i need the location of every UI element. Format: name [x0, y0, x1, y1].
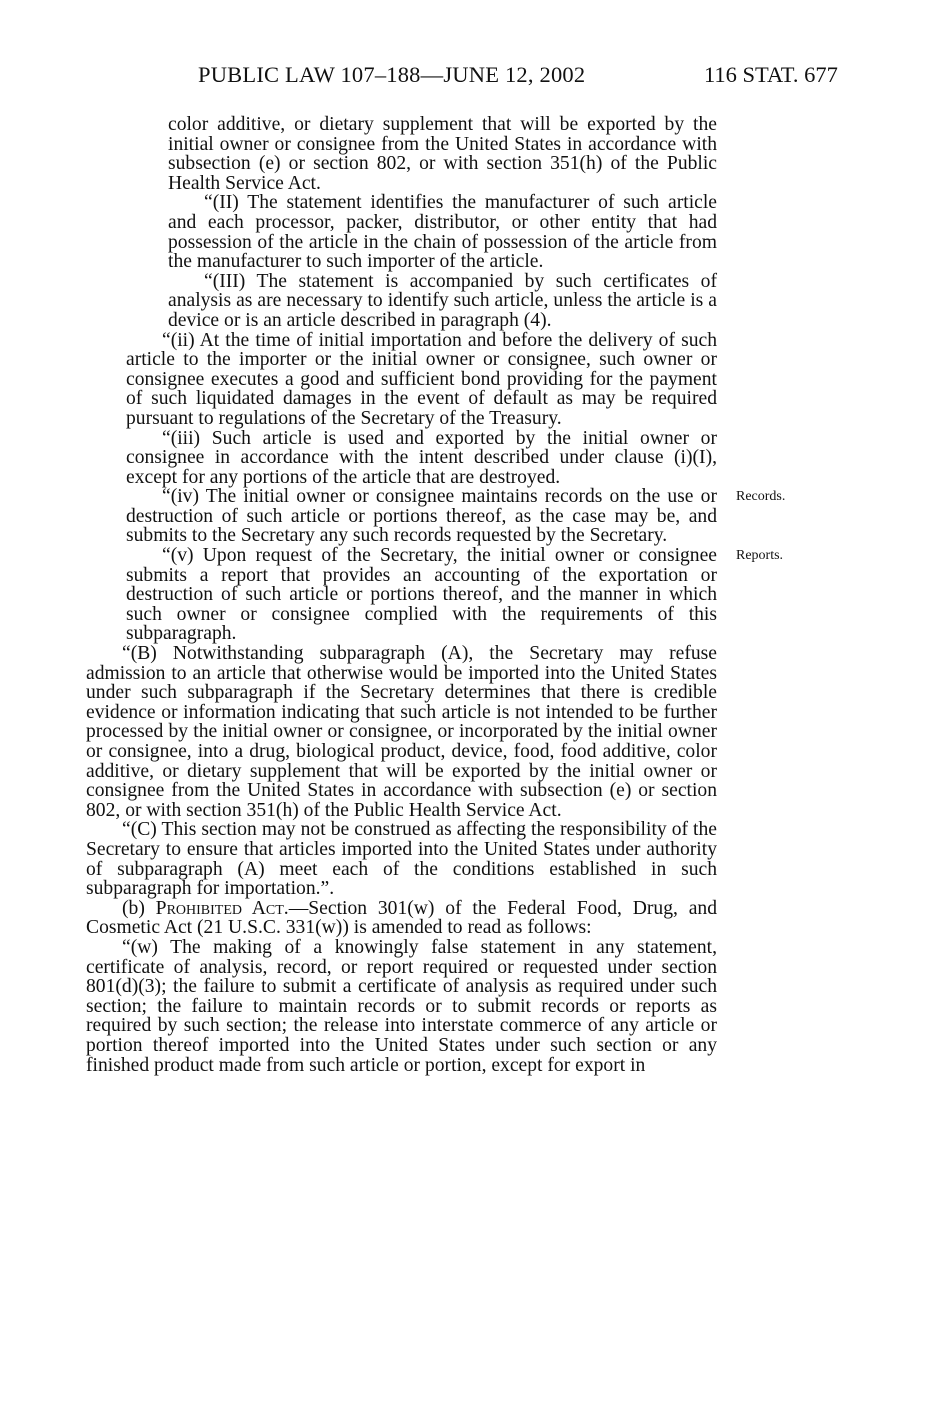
paragraph-section-w: “(w) The making of a knowingly false statement in any statement, certificate of analysis, record, or report required or requested under section 801(d)(3); the failure to submit a certificate of analysis as required under such section; the failure to maintain records or to submit records or reports as required by such section; the release into interstate commerce of any article or portion thereof imported into the United States under such section or any finished product made from such article or portion, except for export in: [86, 936, 717, 1076]
prohibited-act-heading: Prohibited Act.: [155, 897, 289, 919]
paragraph-prohibited-act: [86, 899, 717, 938]
paragraph-clause-v: “(v) Upon request of the Secretary, the initial owner or consignee submits a report that provides an accounting of the exportation or destruction of such article or portions thereof, and the manner in which such owner or consignee complied with the requirements of this subparagraph.: [126, 545, 717, 645]
running-header: [0, 62, 948, 92]
paragraph-subparagraph-B: “(B) Notwithstanding subparagraph (A), the Secretary may refuse admission to an article that otherwise would be imported into the United States under such subparagraph if the Secretary determines that there is credible evidence or information indicating that such article is not intended to be further processed by the initial owner or consignee, or incorporated by the initial owner or consignee, into a drug, biological product, device, food, food additive, color additive, or dietary supplement that will be exported by the initial owner or consignee from the United States in accordance with subsection (e) or section 802, or with section 351(h) of the Public Health Service Act.: [86, 643, 717, 821]
paragraph-subclause-III: “(III) The statement is accompanied by such certificates of analysis as are necessary to identify such article, unless the article is a device or is an article described in paragraph (4).: [168, 270, 717, 331]
clause-iv-block: [0, 487, 948, 546]
clause-v-block: [0, 546, 948, 644]
header-title: PUBLIC LAW 107–188—JUNE 12, 2002: [198, 62, 586, 87]
paragraph-continuation: color additive, or dietary supplement that will be exported by the initial owner or consignee from the United States in accordance with subsection (e) or section 802, or with section 351(h) of the Public Health Service Act.: [168, 114, 717, 194]
paragraph-clause-iv: “(iv) The initial owner or consignee maintains records on the use or destruction of such article or portions thereof, as the case may be, and submits to the Secretary any such records requested by the Secretary.: [126, 486, 717, 547]
paragraph-subparagraph-C: “(C) This section may not be construed as affecting the responsibility of the Secretary to ensure that articles imported into the United States under authority of subparagraph (A) meet each of the conditions established in such subparagraph for importation.”.: [86, 819, 717, 900]
header-stat-page: 116 STAT. 677: [704, 62, 838, 87]
margin-note-reports: Reports.: [736, 548, 784, 564]
paragraph-clause-iii: “(iii) Such article is used and exported by the initial owner or consignee in accordance with the intent described under clause (i)(I), except for any portions of the article that are destroyed.: [126, 427, 717, 488]
margin-note-records: Records.: [736, 489, 786, 505]
prohibited-act-prefix: (b): [122, 897, 156, 919]
paragraph-clause-ii: “(ii) At the time of initial importation and before the delivery of such article to the importer or the initial owner or consignee, such owner or consignee executes a good and sufficient bond providing for the payment of such liquidated damages in the event of default as may be required pursuant to regulations of the Secretary of the Treasury.: [126, 329, 717, 429]
page-body: [0, 115, 948, 1075]
paragraph-subclause-II: “(II) The statement identifies the manufacturer of such article and each processor, packer, distributor, or other entity that had possession of the article in the chain of possession of the article from the manufacturer to such importer of the article.: [168, 192, 717, 273]
prohibited-act-text: —Section 301(w) of the Federal Food, Drug, and Cosmetic Act (21 U.S.C. 331(w)) is amended to read as follows:: [86, 897, 718, 939]
